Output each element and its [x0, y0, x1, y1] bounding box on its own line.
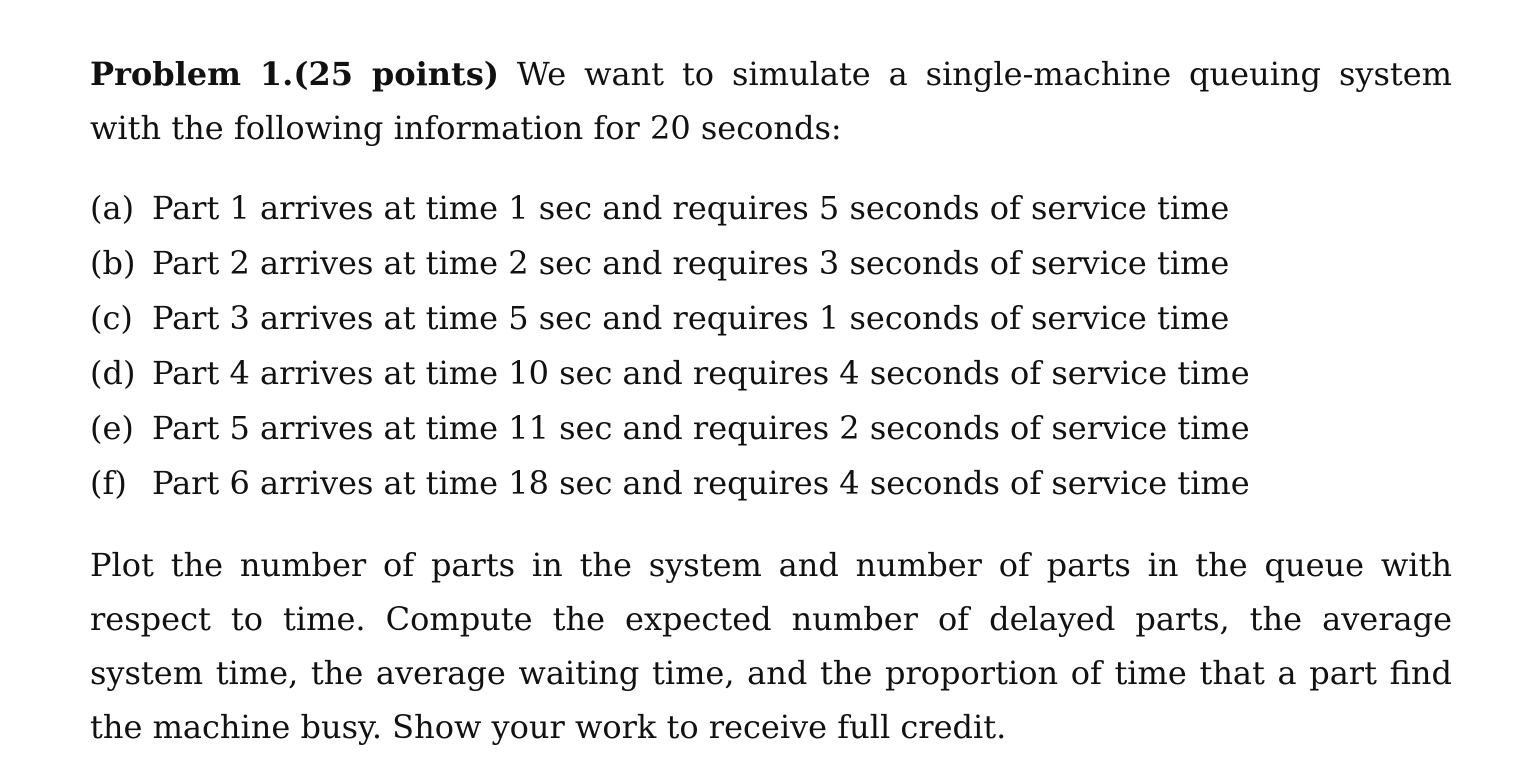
problem-intro	[90, 47, 1452, 155]
list-item-marker: (c)	[90, 299, 133, 337]
problem-heading: Problem 1.(25 points)	[90, 55, 499, 93]
problem-intro-text: We want to simulate a single-machine queuing system with the following information for 20 seconds:	[90, 55, 1453, 147]
list-item-text: Part 6 arrives at time 18 sec and requires 4 seconds of service time	[152, 464, 1250, 502]
list-item-marker: (a)	[90, 189, 135, 227]
list-item	[90, 456, 1452, 511]
list-item-marker: (e)	[90, 409, 134, 447]
list-item	[90, 181, 1452, 236]
part-list	[90, 181, 1452, 511]
list-item	[90, 236, 1452, 291]
problem-document	[90, 47, 1452, 754]
list-item-marker: (f)	[90, 464, 127, 502]
list-item-text: Part 3 arrives at time 5 sec and requires 1 seconds of service time	[152, 299, 1230, 337]
list-item	[90, 291, 1452, 346]
list-item-text: Part 1 arrives at time 1 sec and requires 5 seconds of service time	[152, 189, 1230, 227]
list-item-text: Part 2 arrives at time 2 sec and requires 3 seconds of service time	[152, 244, 1230, 282]
list-item-marker: (d)	[90, 354, 136, 392]
problem-instructions: Plot the number of parts in the system and number of parts in the queue with respect to time. Compute the expected number of delayed parts, the average system time, the average waiting time, and the proportion of time that a part find the machine busy. Show your work to receive full credit.	[90, 546, 1452, 746]
list-item-marker: (b)	[90, 244, 136, 282]
list-item	[90, 401, 1452, 456]
list-item-text: Part 4 arrives at time 10 sec and requires 4 seconds of service time	[152, 354, 1250, 392]
list-item	[90, 346, 1452, 401]
list-item-text: Part 5 arrives at time 11 sec and requires 2 seconds of service time	[152, 409, 1250, 447]
